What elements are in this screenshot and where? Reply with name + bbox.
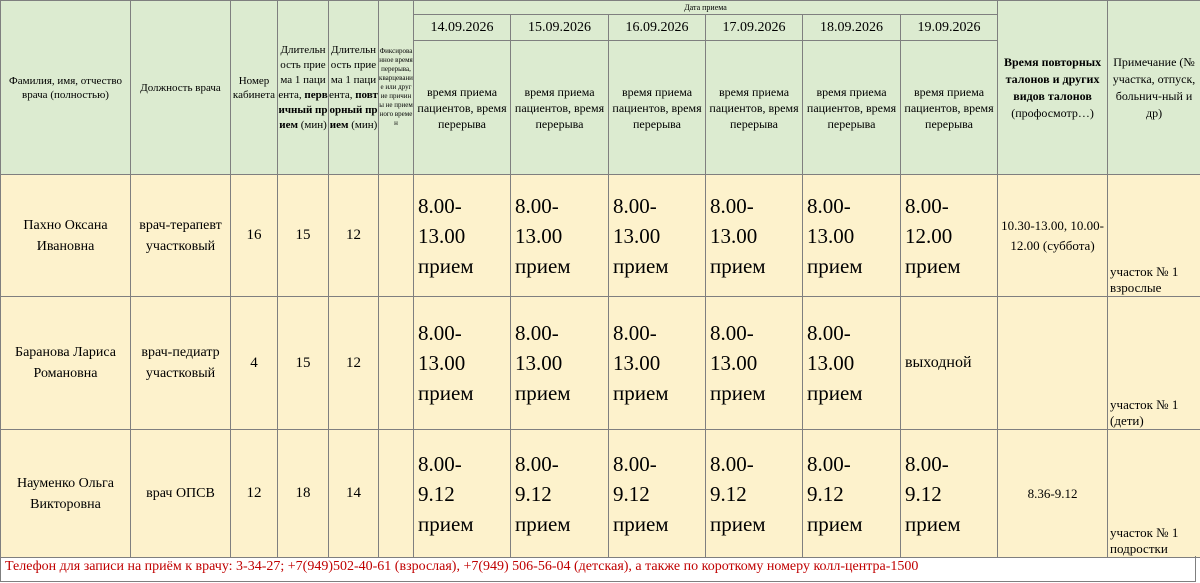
first-visit-minutes: 18: [278, 430, 329, 558]
header-date-6: 19.09.2026: [901, 15, 998, 41]
header-fixed-time: Фиксированное время перерыва, кварцевание или другие причины не приемного времен: [379, 1, 414, 175]
day-schedule-text: 8.00-9.12 прием: [807, 451, 863, 536]
header-date-5: 18.09.2026: [803, 15, 901, 41]
day-schedule: [706, 297, 803, 430]
day-schedule-text: 8.00-13.00 прием: [807, 193, 863, 278]
header-date-2: 15.09.2026: [511, 15, 609, 41]
header-date-4: 17.09.2026: [706, 15, 803, 41]
repeat-visit-minutes: 12: [329, 297, 379, 430]
header-date-sub-3: время приема пациентов, время перерыва: [609, 41, 706, 175]
header-first-visit-pre: Длительность приема 1 пациента,: [278, 43, 326, 101]
day-schedule-text: 8.00-13.00 прием: [613, 193, 669, 278]
day-schedule-text: 8.00-9.12 прием: [905, 451, 961, 536]
day-schedule-text: 8.00-13.00 прием: [418, 193, 474, 278]
fixed-time: [379, 297, 414, 430]
footer-phone-info: Телефон для записи на приём к врачу: 3-34-27; +7(949)502-40-61 (взрослая), +7(949) 506-56-04 (детская), а также по короткому номеру колл-центра-1500: [0, 556, 1196, 582]
day-schedule: [803, 175, 901, 297]
day-schedule: [414, 297, 511, 430]
header-first-visit-post: (мин): [300, 118, 327, 131]
day-schedule: [609, 297, 706, 430]
day-schedule: [803, 430, 901, 558]
day-schedule-text: 8.00-13.00 прием: [613, 321, 669, 405]
day-schedule: [609, 430, 706, 558]
day-schedule: [511, 297, 609, 430]
room-number: 16: [231, 175, 278, 297]
repeat-tickets-time: 10.30-13.00, 10.00-12.00 (суббота): [998, 175, 1108, 297]
table-row: [1, 297, 1200, 430]
doctor-name: Пахно Оксана Ивановна: [1, 175, 131, 297]
day-schedule-off: выходной: [901, 297, 998, 430]
header-date-sub-1: время приема пациентов, время перерыва: [414, 41, 511, 175]
day-schedule: [706, 430, 803, 558]
day-schedule-text: 8.00-13.00 прием: [515, 321, 571, 405]
repeat-tickets-time: [998, 297, 1108, 430]
note: участок № 1 взрослые: [1108, 175, 1200, 297]
room-number: 12: [231, 430, 278, 558]
header-repeat-visit-pre: Длительность приема 1 пациента,: [329, 43, 377, 101]
note: участок № 1 (дети): [1108, 297, 1200, 430]
header-date-3: 16.09.2026: [609, 15, 706, 41]
table-row: [1, 175, 1200, 297]
note: участок № 1 подростки: [1108, 430, 1200, 558]
day-schedule-text: 8.00-12.00 прием: [905, 193, 961, 278]
day-schedule-text: 8.00-13.00 прием: [807, 321, 863, 405]
first-visit-minutes: 15: [278, 297, 329, 430]
day-schedule: [901, 175, 998, 297]
header-room: Номер кабинета: [231, 1, 278, 175]
header-first-visit-bold: первичный прием: [278, 88, 328, 131]
repeat-tickets-time: 8.36-9.12: [998, 430, 1108, 558]
day-schedule-text: 8.00-13.00 прием: [710, 193, 766, 278]
doctor-name: Науменко Ольга Викторовна: [1, 430, 131, 558]
day-schedule-text: 8.00-13.00 прием: [710, 321, 766, 405]
header-repeat-tickets: [998, 1, 1108, 175]
day-schedule: [609, 175, 706, 297]
repeat-visit-minutes: 12: [329, 175, 379, 297]
header-date-sub-2: время приема пациентов, время перерыва: [511, 41, 609, 175]
doctor-name: Баранова Лариса Романовна: [1, 297, 131, 430]
room-number: 4: [231, 297, 278, 430]
doctor-position: врач-педиатр участковый: [131, 297, 231, 430]
fixed-time: [379, 430, 414, 558]
header-repeat-tickets-bold: Время повторных талонов и других видов талонов: [1003, 54, 1102, 103]
day-schedule: [803, 297, 901, 430]
header-repeat-visit-post: (мин): [351, 118, 378, 131]
day-schedule: [706, 175, 803, 297]
fixed-time: [379, 175, 414, 297]
header-repeat-tickets-post: (профосмотр…): [1011, 105, 1094, 120]
header-dates-title: Дата приема: [414, 1, 998, 15]
day-schedule: [511, 430, 609, 558]
header-position: Должность врача: [131, 1, 231, 175]
day-schedule-text: 8.00-9.12 прием: [515, 451, 571, 536]
day-schedule-text: 8.00-9.12 прием: [418, 451, 474, 536]
header-date-1: 14.09.2026: [414, 15, 511, 41]
day-schedule-text: 8.00-13.00 прием: [418, 321, 474, 405]
header-name: Фамилия, имя, отчество врача (полностью): [1, 1, 131, 175]
day-schedule: [414, 175, 511, 297]
day-schedule-text: 8.00-13.00 прием: [515, 193, 571, 278]
day-schedule-text: 8.00-9.12 прием: [710, 451, 766, 536]
header-repeat-visit: [329, 1, 379, 175]
header-date-sub-6: время приема пациентов, время перерыва: [901, 41, 998, 175]
header-date-sub-4: время приема пациентов, время перерыва: [706, 41, 803, 175]
header-first-visit: [278, 1, 329, 175]
day-schedule: [901, 430, 998, 558]
day-schedule: [414, 430, 511, 558]
first-visit-minutes: 15: [278, 175, 329, 297]
doctor-position: врач-терапевт участковый: [131, 175, 231, 297]
table-row: [1, 430, 1200, 558]
header-date-sub-5: время приема пациентов, время перерыва: [803, 41, 901, 175]
day-schedule: [511, 175, 609, 297]
header-note: Примечание (№ участка, отпуск, больнич-ный и др): [1108, 1, 1200, 175]
header-repeat-visit-bold: повторный прием: [329, 88, 378, 131]
doctor-position: врач ОПСВ: [131, 430, 231, 558]
repeat-visit-minutes: 14: [329, 430, 379, 558]
day-schedule-text: 8.00-9.12 прием: [613, 451, 669, 536]
